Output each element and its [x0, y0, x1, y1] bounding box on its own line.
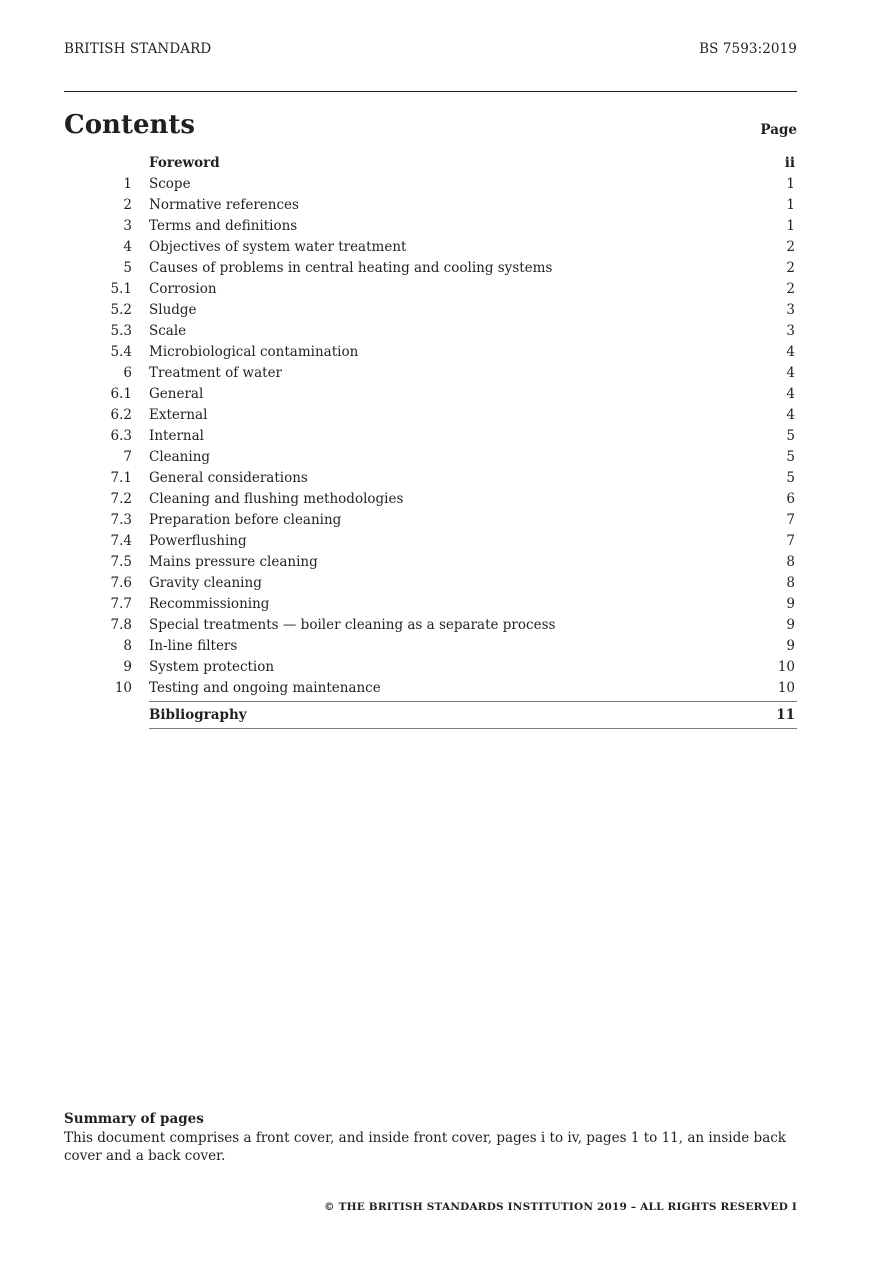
toc-entry-page: 9 [786, 638, 795, 654]
toc-entry[interactable] [64, 363, 797, 384]
toc-entry-title: Treatment of water [149, 365, 283, 381]
header-document-number: BS 7593:2019 [699, 41, 797, 57]
toc-entry-page: 7 [786, 533, 795, 549]
toc-entry-number: 7.7 [110, 596, 132, 612]
toc-entry-list [64, 174, 797, 699]
toc-entry-title: Cleaning [149, 449, 211, 465]
toc-entry-title: Special treatments — boiler cleaning as a separate process [149, 617, 556, 633]
toc-entry[interactable] [64, 321, 797, 342]
toc-entry-page: 3 [786, 323, 795, 339]
toc-entry-title: Normative references [149, 197, 299, 213]
summary-text: This document comprises a front cover, and inside front cover, pages i to iv, pages 1 to 11, an inside back cover and a back cover. [64, 1130, 786, 1164]
toc-entry[interactable] [64, 258, 797, 279]
toc-entry-number: 7 [123, 449, 132, 465]
toc-entry[interactable] [64, 174, 797, 195]
toc-entry-bibliography[interactable] [149, 701, 797, 729]
toc-entry-title: Powerflushing [149, 533, 247, 549]
toc-entry-page: 5 [786, 470, 795, 486]
toc-entry-number: 5.2 [110, 302, 132, 318]
toc-entry-title: Scale [149, 323, 187, 339]
toc-entry[interactable] [64, 594, 797, 615]
toc-entry[interactable] [64, 678, 797, 699]
toc-entry[interactable] [64, 342, 797, 363]
toc-entry-title: Terms and definitions [149, 218, 298, 234]
toc-entry-title: Scope [149, 176, 191, 192]
toc-entry-number: 6.1 [110, 386, 132, 402]
toc-entry-number: 8 [123, 638, 132, 654]
contents-title: Contents [64, 110, 196, 140]
toc-entry-page: 4 [786, 386, 795, 402]
toc-entry-number: 7.3 [110, 512, 132, 528]
toc-entry[interactable] [64, 405, 797, 426]
toc-entry-number: 4 [123, 239, 132, 255]
toc-entry-number: 5 [123, 260, 132, 276]
copyright-footer: © THE BRITISH STANDARDS INSTITUTION 2019 – ALL RIGHTS RESERVED I [324, 1201, 797, 1213]
toc-entry-page: 1 [786, 197, 795, 213]
toc-entry-page: 8 [786, 575, 795, 591]
toc-entry-number: 7.8 [110, 617, 132, 633]
toc-entry-title: General [149, 386, 204, 402]
toc-entry-number: 7.2 [110, 491, 132, 507]
toc-entry-number: 6 [123, 365, 132, 381]
toc-entry-page: 6 [786, 491, 795, 507]
toc-entry-title: System protection [149, 659, 275, 675]
toc-entry[interactable] [64, 426, 797, 447]
toc-entry-title: Microbiological contamination [149, 344, 359, 360]
toc-entry-page: 8 [786, 554, 795, 570]
toc-entry-number: 5.3 [110, 323, 132, 339]
page-column-heading: Page [760, 122, 797, 138]
toc-entry-title: Objectives of system water treatment [149, 239, 407, 255]
toc-entry-number: 6.3 [110, 428, 132, 444]
header-divider [64, 91, 797, 92]
toc-entry-title: External [149, 407, 208, 423]
toc-entry-number: 1 [123, 176, 132, 192]
toc-entry-number: 6.2 [110, 407, 132, 423]
toc-entry-title: Internal [149, 428, 204, 444]
toc-entry-page: 4 [786, 407, 795, 423]
toc-entry-page: 4 [786, 344, 795, 360]
toc-entry-page: 2 [786, 281, 795, 297]
toc-entry-title: Mains pressure cleaning [149, 554, 318, 570]
toc-entry-title: Gravity cleaning [149, 575, 262, 591]
toc-entry-number: 3 [123, 218, 132, 234]
toc-entry-page: 9 [786, 596, 795, 612]
toc-entry-page: 7 [786, 512, 795, 528]
toc-entry-page: 4 [786, 365, 795, 381]
toc-entry-foreword[interactable] [64, 153, 797, 174]
toc-entry-number: 7.6 [110, 575, 132, 591]
toc-entry-number: 5.1 [110, 281, 132, 297]
toc-entry-title: Sludge [149, 302, 197, 318]
toc-entry[interactable] [64, 636, 797, 657]
toc-entry-title: Causes of problems in central heating and cooling systems [149, 260, 553, 276]
toc-entry-page: 1 [786, 218, 795, 234]
toc-entry-page: 5 [786, 449, 795, 465]
toc-entry[interactable] [64, 510, 797, 531]
toc-entry-page: 11 [776, 707, 795, 723]
toc-entry-number: 10 [114, 680, 132, 696]
toc-entry[interactable] [64, 279, 797, 300]
toc-entry[interactable] [64, 195, 797, 216]
toc-entry-number: 7.1 [110, 470, 132, 486]
toc-entry-title: General considerations [149, 470, 308, 486]
toc-entry[interactable] [64, 615, 797, 636]
toc-entry[interactable] [64, 657, 797, 678]
toc-entry-title: Testing and ongoing maintenance [149, 680, 381, 696]
toc-entry[interactable] [64, 384, 797, 405]
toc-entry[interactable] [64, 468, 797, 489]
toc-entry-number: 5.4 [110, 344, 132, 360]
toc-entry[interactable] [64, 447, 797, 468]
summary-heading: Summary of pages [64, 1111, 204, 1127]
toc-entry[interactable] [64, 489, 797, 510]
toc-entry-number: 2 [123, 197, 132, 213]
toc-entry-number: 7.5 [110, 554, 132, 570]
toc-entry[interactable] [64, 531, 797, 552]
toc-entry-title: Preparation before cleaning [149, 512, 342, 528]
toc-entry-title: Recommissioning [149, 596, 270, 612]
toc-entry-page: 5 [786, 428, 795, 444]
toc-entry-page: 10 [777, 659, 795, 675]
toc-entry-title: Cleaning and flushing methodologies [149, 491, 404, 507]
toc-entry-page: 10 [777, 680, 795, 696]
toc-entry-page: 9 [786, 617, 795, 633]
toc-entry-page: 2 [786, 239, 795, 255]
toc-entry-number: 7.4 [110, 533, 132, 549]
toc-entry[interactable] [64, 300, 797, 321]
toc-entry-title: Foreword [149, 155, 220, 171]
toc-entry[interactable] [64, 552, 797, 573]
toc-entry[interactable] [64, 573, 797, 594]
toc-entry-title: In-line filters [149, 638, 238, 654]
toc-entry-page: ii [784, 155, 795, 171]
toc-entry-number: 9 [123, 659, 132, 675]
toc-entry-title: Corrosion [149, 281, 217, 297]
table-of-contents [64, 153, 797, 729]
header-standard-label: BRITISH STANDARD [64, 41, 212, 57]
toc-entry-page: 2 [786, 260, 795, 276]
toc-entry-page: 3 [786, 302, 795, 318]
toc-entry-title: Bibliography [149, 707, 247, 723]
toc-entry[interactable] [64, 237, 797, 258]
toc-entry-page: 1 [786, 176, 795, 192]
toc-entry[interactable] [64, 216, 797, 237]
